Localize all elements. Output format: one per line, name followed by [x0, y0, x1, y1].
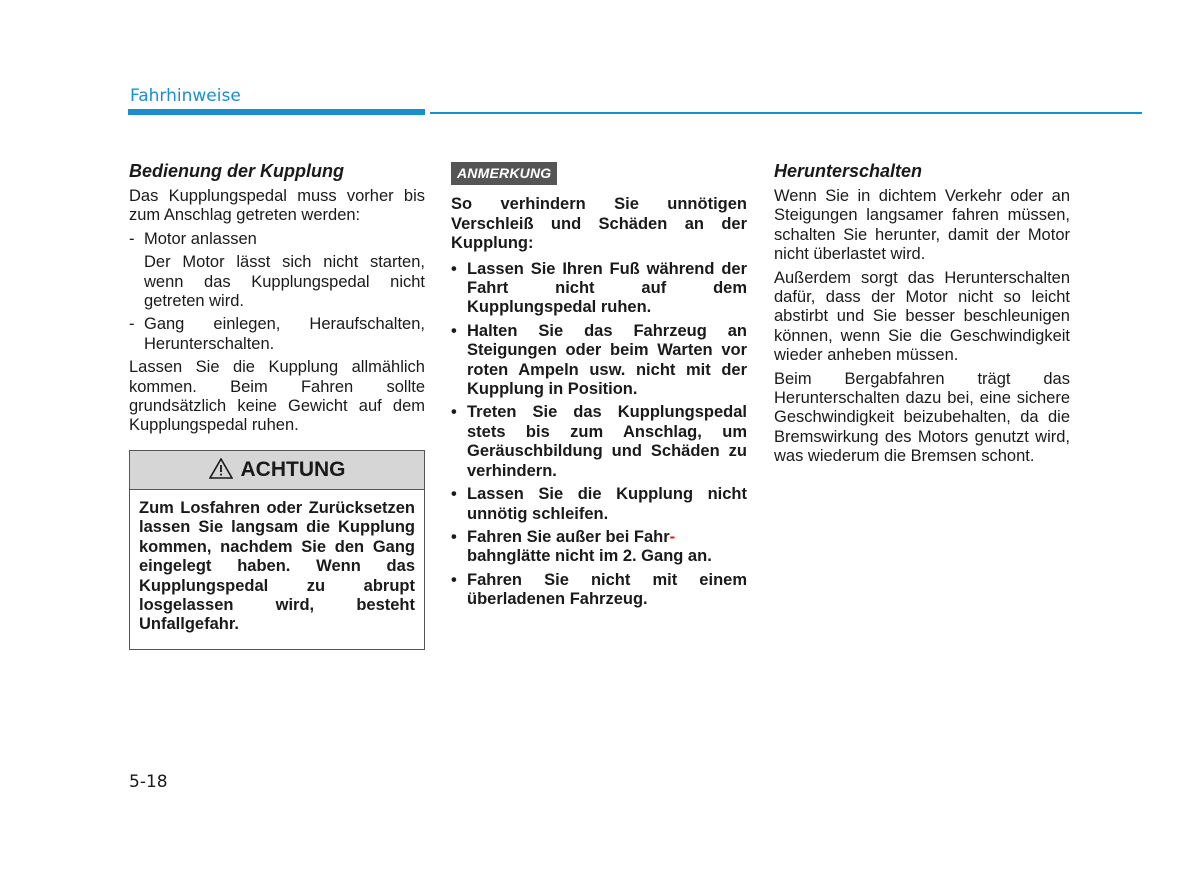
list-item-text: Gang einlegen, Heraufschalten, Herunterschalten. [144, 315, 425, 353]
section-header: Fahrhinweise [130, 86, 241, 106]
list-item-text: Lassen Sie Ihren Fuß während der Fahrt nicht auf dem Kupplungspedal ruhen. [467, 259, 747, 317]
list-item: • Lassen Sie Ihren Fuß während der Fahrt nicht auf dem Kupplungspedal ruhen. [451, 259, 747, 317]
column-middle [451, 160, 747, 614]
warning-title: ACHTUNG [240, 458, 346, 482]
note-badge: ANMERKUNG [451, 162, 557, 185]
list-item-text: Motor anlassen [144, 229, 257, 248]
list-item: • Lassen Sie die Kupplung nicht unnötig schleifen. [451, 485, 747, 523]
list-item-text: Lassen Sie die Kupplung nicht unnötig schleifen. [467, 485, 747, 523]
downshift-paragraph-3: Beim Bergabfahren trägt das Herunterschalten dazu bei, eine sichere Geschwindigkeit beizubehalten, da die Bremswirkung des Motors genutzt wird, was wiederum die Bremsen schont. [774, 369, 1070, 466]
warning-text: Zum Losfahren oder Zurücksetzen lassen Sie langsam die Kupplung kommen, nachdem Sie den Gang eingelegt haben. Wenn das Kupplungspedal zu abrupt losgelassen wird, besteht Unfallgefahr. [139, 498, 415, 634]
list-item: - Motor anlassen [129, 230, 425, 249]
warning-triangle-icon [209, 458, 233, 482]
clutch-intro: Das Kupplungspedal muss vorher bis zum Anschlag getreten werden: [129, 187, 425, 225]
page-number: 5-18 [129, 772, 168, 792]
list-item: - Gang einlegen, Heraufschalten, Herunterschalten. [129, 315, 425, 353]
section-title-downshift: Herunterschalten [774, 161, 923, 181]
list-item-text: Halten Sie das Fahrzeug an Steigungen oder beim Warten vor roten Ampeln usw. nicht mit der Kupplung in Position. [467, 321, 747, 399]
header-rule-thick [128, 109, 425, 115]
clutch-paragraph: Lassen Sie die Kupplung allmählich kommen. Beim Fahren sollte grundsätzlich keine Gewicht auf dem Kupplungspedal ruhen. [129, 358, 425, 435]
list-item: • Treten Sie das Kupplungspedal stets bis zum Anschlag, um Geräuschbildung und Schäden zu verhindern. [451, 403, 747, 480]
hyphen-mark: - [669, 527, 676, 546]
warning-header [130, 451, 424, 490]
downshift-paragraph-2: Außerdem sorgt das Herunterschalten dafür, dass der Motor nicht so leicht abstirbt und Sie besser beschleunigen können, wenn Sie die Geschwindigkeit wieder anheben müssen. [774, 268, 1070, 365]
list-item: • Fahren Sie außer bei Fahr- bahnglätte nicht im 2. Gang an. [451, 528, 747, 567]
section-title-clutch: Bedienung der Kupplung [129, 161, 344, 181]
column-left [129, 160, 425, 650]
list-item-detail: Der Motor lässt sich nicht starten, wenn das Kupplungspedal nicht getreten wird. [144, 253, 425, 311]
list-item-text: Treten Sie das Kupplungspedal stets bis zum Anschlag, um Geräuschbildung und Schäden zu verhindern. [467, 403, 747, 480]
column-right [774, 160, 1070, 471]
downshift-paragraph-1: Wenn Sie in dichtem Verkehr oder an Steigungen langsamer fahren müssen, schalten Sie herunter, damit der Motor nicht überlastet wird. [774, 187, 1070, 264]
note-intro: So verhindern Sie unnötigen Verschleiß und Schäden an der Kupplung: [451, 195, 747, 253]
list-item: • Halten Sie das Fahrzeug an Steigungen oder beim Warten vor roten Ampeln usw. nicht mit der Kupplung in Position. [451, 321, 747, 399]
list-item: • Fahren Sie nicht mit einem überladenen Fahrzeug. [451, 570, 747, 609]
list-item-text: Fahren Sie außer bei Fahr- bahnglätte nicht im 2. Gang an. [467, 527, 712, 566]
header-rule-thin [430, 112, 1142, 114]
list-item-text: Fahren Sie nicht mit einem überladenen Fahrzeug. [467, 570, 747, 609]
warning-box [129, 450, 425, 650]
